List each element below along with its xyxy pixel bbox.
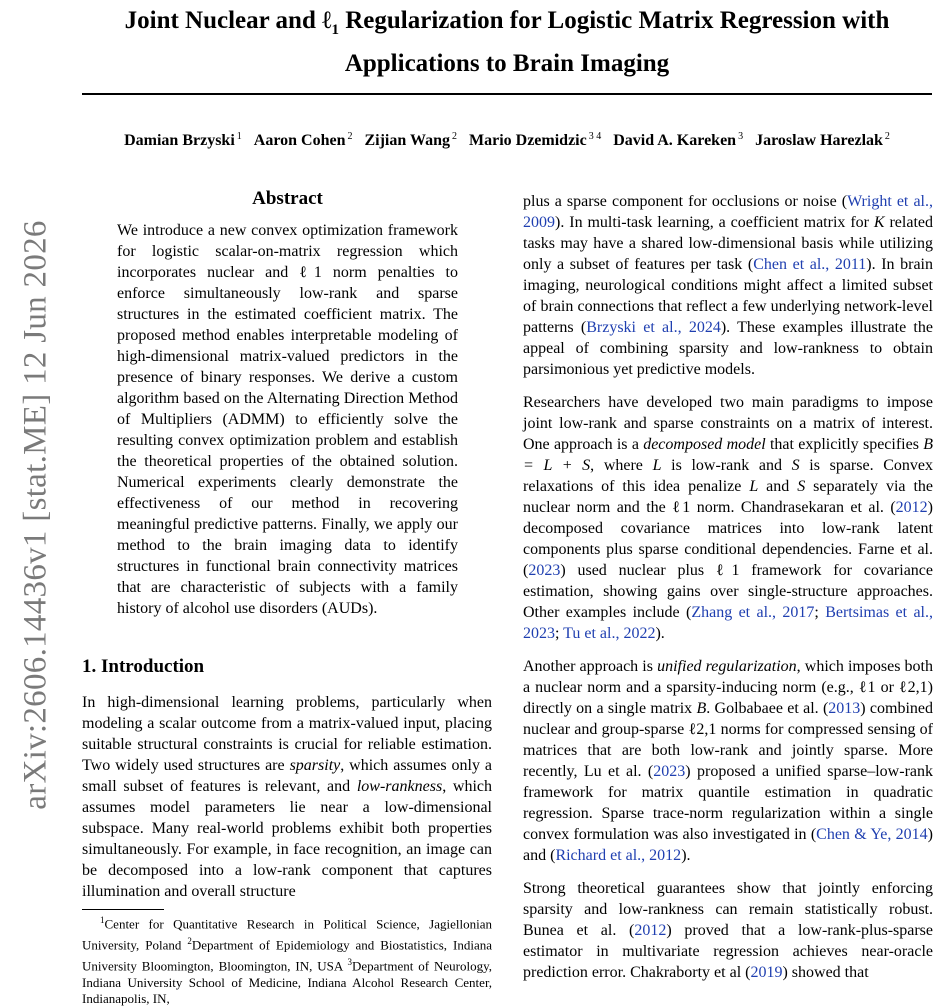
citation-link[interactable]: 2012: [895, 499, 928, 516]
right-paragraph-3: [523, 656, 933, 866]
body-text: , where: [590, 457, 653, 474]
author-affiliation-mark: 3 4: [588, 131, 602, 142]
right-paragraph-2: [523, 392, 933, 644]
body-text: ;: [814, 604, 826, 621]
body-text: ). In brain imaging, neurological conditions might affect a limited subset of brain connections that reflect a few underlying network-level patterns (: [523, 256, 934, 336]
body-text: . Golbabaee et al. (: [706, 700, 829, 717]
math-text: S: [791, 457, 800, 474]
author-affiliation-mark: 2: [452, 131, 457, 142]
citation-link[interactable]: 2019: [750, 964, 783, 981]
math-text: B: [696, 700, 707, 717]
body-text: plus a sparse component for occlusions or noise (: [523, 193, 848, 210]
citation-link[interactable]: Chen et al., 2011: [753, 256, 867, 273]
body-text: that explicitly specifies: [765, 436, 924, 453]
citation-link[interactable]: 2013: [828, 700, 861, 717]
right-paragraph-1: [523, 191, 933, 380]
body-text: ). These examples illustrate the appeal of combining sparsity and low-rankness to obtain parsimonious yet predictive models.: [523, 319, 933, 378]
body-text: ). In multi-task learning, a coefficient matrix for: [555, 214, 874, 231]
author-affiliation-mark: 2: [884, 131, 890, 142]
arxiv-identifier-text: arXiv:2606.14436v1 [stat.ME] 12 Jun 2026: [17, 220, 54, 810]
author-4: [469, 132, 601, 149]
author-name: Aaron Cohen: [253, 132, 346, 150]
abstract-heading: Abstract: [252, 188, 323, 209]
title-line-2: Applications to Brain Imaging: [344, 50, 670, 77]
body-text: ).: [681, 847, 691, 864]
citation-link[interactable]: 2012: [634, 922, 667, 939]
author-affiliation-mark: 1: [236, 131, 242, 142]
body-text: Another approach is: [523, 658, 658, 675]
body-text: is low-rank and: [661, 457, 792, 474]
citation-link[interactable]: Zhang et al., 2017: [691, 604, 815, 621]
body-text: related tasks may have a shared low-dimensional basis while utilizing only a subset of features per task (: [523, 214, 933, 273]
body-text: ) proposed a unified sparse–low-rank framework for matrix quantile estimation in quadratic regression. Sparse trace-norm regularization within a single convex formulation was also investigated in (: [523, 763, 933, 843]
author-name: Jaroslaw Harezlak: [755, 132, 883, 150]
math-text: K: [873, 214, 885, 231]
author-2: [254, 132, 353, 149]
citation-link[interactable]: 2023: [653, 763, 686, 780]
body-text: is sparse. Convex relaxations of this idea penalize: [523, 457, 933, 495]
arxiv-identifier: [14, 220, 58, 810]
citation-link[interactable]: Chen & Ye, 2014: [816, 826, 928, 843]
title-line-1: Joint Nuclear and ℓ$_1$ Regularization for Logistic Matrix Regression with: [124, 7, 890, 38]
right-paragraph-4: [523, 878, 933, 983]
body-text: separately via the nuclear norm and the ℓ1 norm. Chandrasekaran et al. (: [523, 478, 933, 516]
citation-link[interactable]: Wright et al., 2009: [523, 193, 933, 231]
footnote-rule: [82, 909, 164, 910]
right-column: [523, 191, 933, 995]
title-rule: [82, 93, 932, 95]
body-text: , which imposes both a nuclear norm and a sparsity-inducing norm (e.g., ℓ1 or ℓ2,1) directly on a single matrix: [523, 658, 934, 717]
author-list: [82, 131, 932, 150]
author-3: [364, 132, 457, 149]
body-text: ;: [555, 625, 564, 642]
body-text: ) proved that a low-rank-plus-sparse estimator in multivariate regression achieves near-oracle prediction error. Chakraborty et al (: [523, 922, 934, 981]
author-affiliation-mark: 3: [738, 131, 744, 142]
math-text: S: [797, 478, 806, 495]
introduction-paragraph: In high-dimensional learning problems, particularly when modeling a scalar outcome from a matrix-valued input, placing suitable structural constraints is crucial for reliable estimation. Two widely used structures are sparsity, which assumes only a small subset of features is relevant, and low-rankness, which assumes model parameters lie near a low-dimensional subspace. Many real-world problems exhibit both properties simultaneously. For example, in face recognition, an image can be decomposed into a low-rank component that captures illumination and overall structure: [82, 694, 492, 900]
author-6: [755, 132, 890, 149]
author-name: Mario Dzemidzic: [469, 132, 587, 150]
body-text: ).: [655, 625, 665, 642]
paper-title: [82, 4, 932, 81]
citation-link[interactable]: Brzyski et al., 2024: [586, 319, 721, 336]
body-text: Strong theoretical guarantees show that jointly enforcing sparsity and low-rankness can remain statistically robust. Bunea et al. (: [523, 880, 933, 939]
math-text: decomposed model: [643, 436, 766, 453]
citation-link[interactable]: Tu et al., 2022: [563, 625, 656, 642]
author-name: David A. Kareken: [613, 132, 737, 150]
author-5: [613, 132, 743, 149]
body-text: Researchers have developed two main paradigms to impose joint low-rank and sparse constraints on a matrix of interest. One approach is a: [523, 394, 933, 453]
body-text: and: [758, 478, 798, 495]
math-text: B = L + S: [523, 436, 934, 474]
author-name: Zijian Wang: [364, 132, 450, 150]
citation-link[interactable]: Richard et al., 2012: [555, 847, 682, 864]
body-text: ) decomposed covariance matrices into low-rank latent components plus sparse conditional dependencies. Farne et al. (: [523, 499, 933, 579]
author-name: Damian Brzyski: [124, 132, 235, 150]
abstract-text: We introduce a new convex optimization framework for logistic scalar-on-matrix regression which incorporates nuclear and ℓ1 norm penalties to enforce simultaneously low-rank and sparse structures in the estimated coefficient matrix. The proposed method enables interpretable modeling of high-dimensional matrix-valued predictors in the presence of binary responses. We derive a custom algorithm based on the Alternating Direction Method of Multipliers (ADMM) to efficiently solve the resulting convex optimization problem and establish the theoretical properties of the obtained solution. Numerical experiments clearly demonstrate the effectiveness of our method in recovering meaningful predictive patterns. Finally, we apply our method to the brain imaging data to identify structures in functional brain connectivity matrices that are characteristic of subjects with a family history of alcohol use disorders (AUDs).: [117, 222, 458, 617]
body-text: ) showed that: [782, 964, 869, 981]
body-text: ) used nuclear plus ℓ1 framework for covariance estimation, showing gains over single-structure approaches. Other examples include (: [523, 562, 933, 621]
math-text: L: [652, 457, 662, 474]
affiliation-footnote: $^1$Center for Quantitative Research in Political Science, Jagiellonian University, Poland $^2$Department of Epidemiology and Biostatistics, Indiana University Bloomington, Bloomington, IN, USA $^3$Department of Neurology, Indiana University School of Medicine, Indiana Alcohol Research Center, Indianapolis, IN,: [82, 915, 493, 1007]
author-1: [124, 132, 242, 149]
body-text: ) and (: [523, 826, 933, 864]
author-affiliation-mark: 2: [347, 131, 353, 142]
math-text: L: [749, 478, 759, 495]
section-heading-introduction: 1. Introduction: [82, 656, 205, 677]
math-text: unified regularization: [657, 658, 797, 675]
body-text: ) combined nuclear and group-sparse ℓ2,1 norms for compressed sensing of matrices that are both low-rank and jointly sparse. More recently, Lu et al. (: [523, 700, 934, 780]
citation-link[interactable]: Bertsimas et al., 2023: [523, 604, 934, 642]
citation-link[interactable]: 2023: [528, 562, 561, 579]
